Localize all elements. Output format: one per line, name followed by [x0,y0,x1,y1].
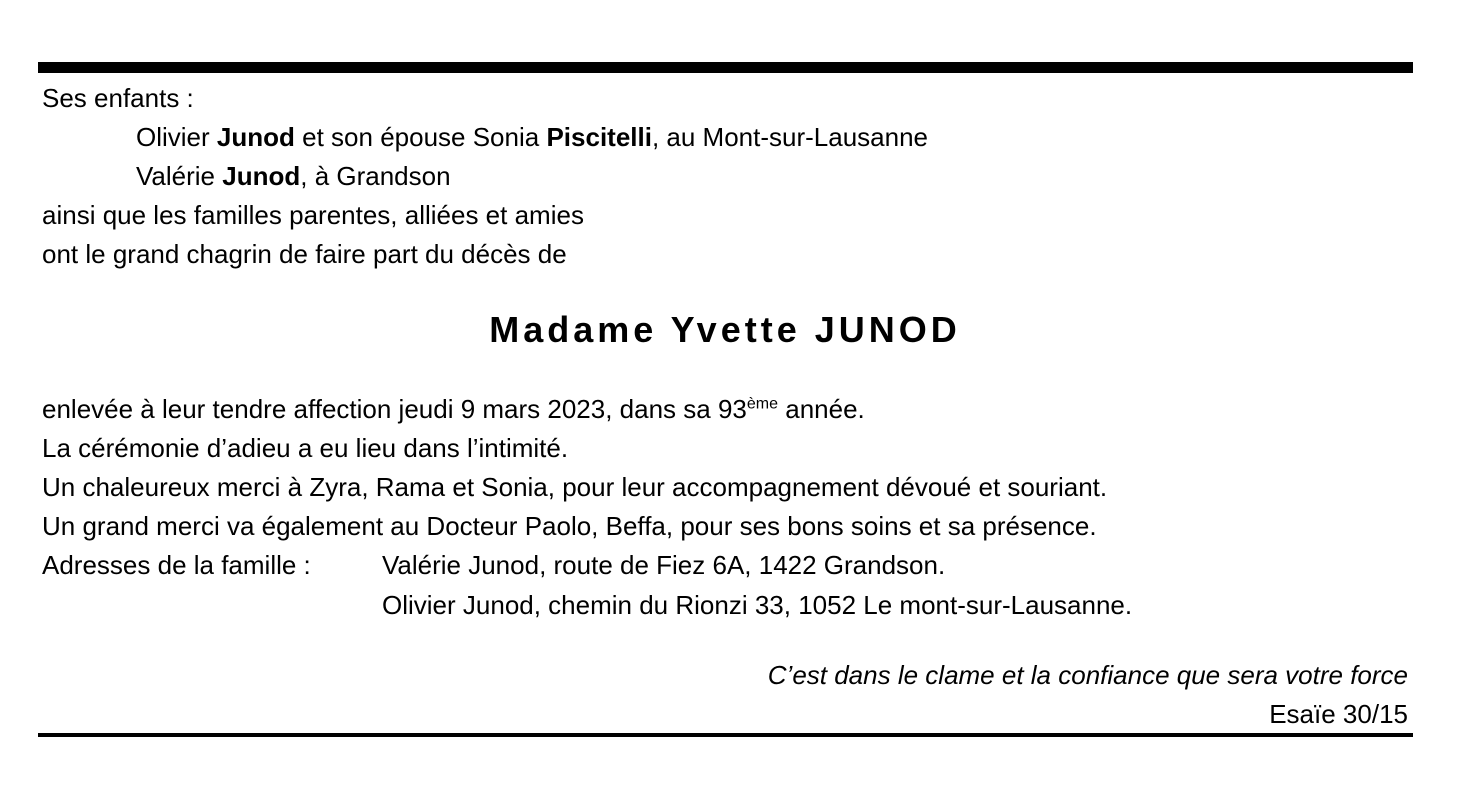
child2-last-name: Junod [222,161,301,191]
addresses-label: Adresses de la famille : [42,550,311,580]
address-valerie: Valérie Junod, route de Fiez 6A, 1422 Grandson. [382,550,946,580]
death-text-end: année. [778,394,865,424]
announcement-line: ont le grand chagrin de faire part du décès de [42,239,567,269]
bible-reference: Esaïe 30/15 [1269,699,1408,729]
child1-first-name: Olivier [136,122,210,152]
bottom-divider [38,733,1413,737]
child1-last-name: Junod [216,122,295,152]
child1-place: , au Mont-sur-Lausanne [651,122,928,152]
families-line: ainsi que les familles parentes, alliées et amies [42,200,584,230]
thanks-line-2: Un grand merci va également au Docteur Paolo, Beffa, pour ses bons soins et sa présence. [42,511,1097,541]
address-olivier: Olivier Junod, chemin du Rionzi 33, 1052 Le mont-sur-Lausanne. [382,590,1133,620]
child1-spouse-last-name: Piscitelli [546,122,652,152]
death-line [42,394,865,424]
child-line-valerie [136,161,451,191]
children-heading: Ses enfants : [42,83,194,113]
death-text: enlevée à leur tendre affection jeudi 9 mars 2023, dans sa 93 [42,394,747,424]
bible-quote: C’est dans le clame et la confiance que sera votre force [767,660,1408,690]
top-divider [38,62,1413,73]
deceased-name: Madame Yvette JUNOD [489,309,961,350]
child2-first-name: Valérie [136,161,216,191]
child-line-olivier [136,122,928,152]
ordinal-suffix: ème [746,395,779,413]
child2-place: , à Grandson [300,161,451,191]
thanks-line-1: Un chaleureux merci à Zyra, Rama et Sonia, pour leur accompagnement dévoué et souriant. [42,472,1108,502]
ceremony-line: La cérémonie d’adieu a eu lieu dans l’intimité. [42,433,569,463]
child1-spouse-text: et son épouse Sonia [302,122,540,152]
